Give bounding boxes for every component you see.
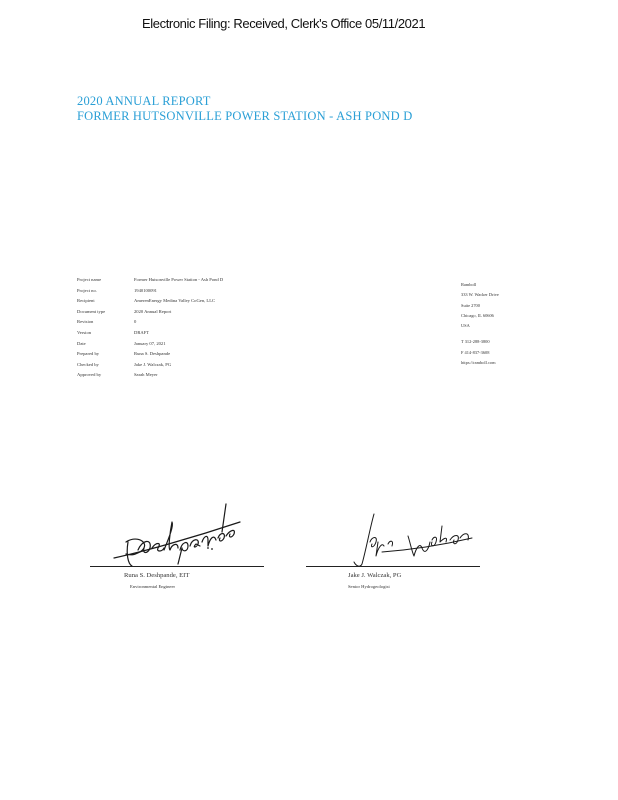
metadata-value: Former Hutsonville Power Station - Ash Pond D — [134, 277, 224, 282]
metadata-label: Revision — [77, 319, 94, 325]
company-address — [461, 280, 499, 368]
metadata-value: DRAFT — [134, 329, 150, 335]
report-title-line-1: 2020 ANNUAL REPORT — [77, 94, 211, 108]
metadata-value: Sarah Meyer — [134, 372, 158, 378]
metadata-label: Version — [77, 329, 92, 335]
report-title-line-2: FORMER HUTSONVILLE POWER STATION - ASH POND D — [77, 109, 413, 123]
report-title — [77, 94, 412, 124]
metadata-value: AmerenEnergy Medina Valley CoGen, LLC — [134, 298, 216, 304]
signer-role-1: Environmental Engineer — [130, 584, 176, 589]
document-metadata — [77, 275, 223, 381]
address-country: USA — [461, 323, 470, 329]
metadata-row — [77, 275, 223, 286]
metadata-value: Runa S. Deshpande — [134, 351, 171, 357]
metadata-label: Approved by — [77, 372, 102, 378]
metadata-row — [77, 339, 223, 350]
signature-walczak — [348, 512, 474, 572]
metadata-value: 0 — [134, 319, 137, 325]
address-web: https://ramboll.com — [461, 360, 496, 366]
metadata-row — [77, 349, 223, 360]
metadata-row — [77, 328, 223, 339]
signature-line-2 — [306, 566, 480, 567]
filing-stamp: Electronic Filing: Received, Clerk's Office 05/11/2021 — [142, 16, 426, 31]
metadata-label: Project name — [77, 277, 102, 282]
company-name: Ramboll — [461, 282, 477, 287]
metadata-label: Prepared by — [77, 351, 100, 357]
metadata-row — [77, 307, 223, 318]
metadata-row — [77, 360, 223, 371]
metadata-label: Date — [77, 340, 86, 346]
metadata-value: 2020 Annual Report — [134, 308, 172, 314]
signer-name-1: Runa S. Deshpande, EIT — [124, 572, 190, 579]
metadata-label: Checked by — [77, 361, 99, 367]
address-city: Chicago, IL 60606 — [461, 312, 494, 318]
signer-name-2: Jake J. Walczak, PG — [348, 572, 402, 579]
metadata-row — [77, 296, 223, 307]
signature-deshpande — [112, 492, 242, 570]
metadata-value: Jake J. Walczak, PG — [134, 361, 172, 367]
address-street: 333 W. Wacker Drive — [461, 292, 499, 298]
metadata-row — [77, 286, 223, 297]
metadata-label: Document type — [77, 308, 106, 314]
address-suite: Suite 2700 — [461, 302, 480, 308]
signer-role-2: Senior Hydrogeologist — [348, 584, 390, 589]
metadata-row — [77, 370, 223, 381]
metadata-value: 1940100091 — [134, 287, 157, 293]
metadata-value: January 07, 2021 — [134, 340, 166, 346]
metadata-label: Recipient — [77, 298, 95, 304]
metadata-row — [77, 317, 223, 328]
address-fax: F 414-837-3608 — [461, 349, 490, 355]
signature-line-1 — [90, 566, 264, 567]
metadata-label: Project no. — [77, 287, 97, 293]
address-phone: T 312-288-3800 — [461, 339, 490, 345]
